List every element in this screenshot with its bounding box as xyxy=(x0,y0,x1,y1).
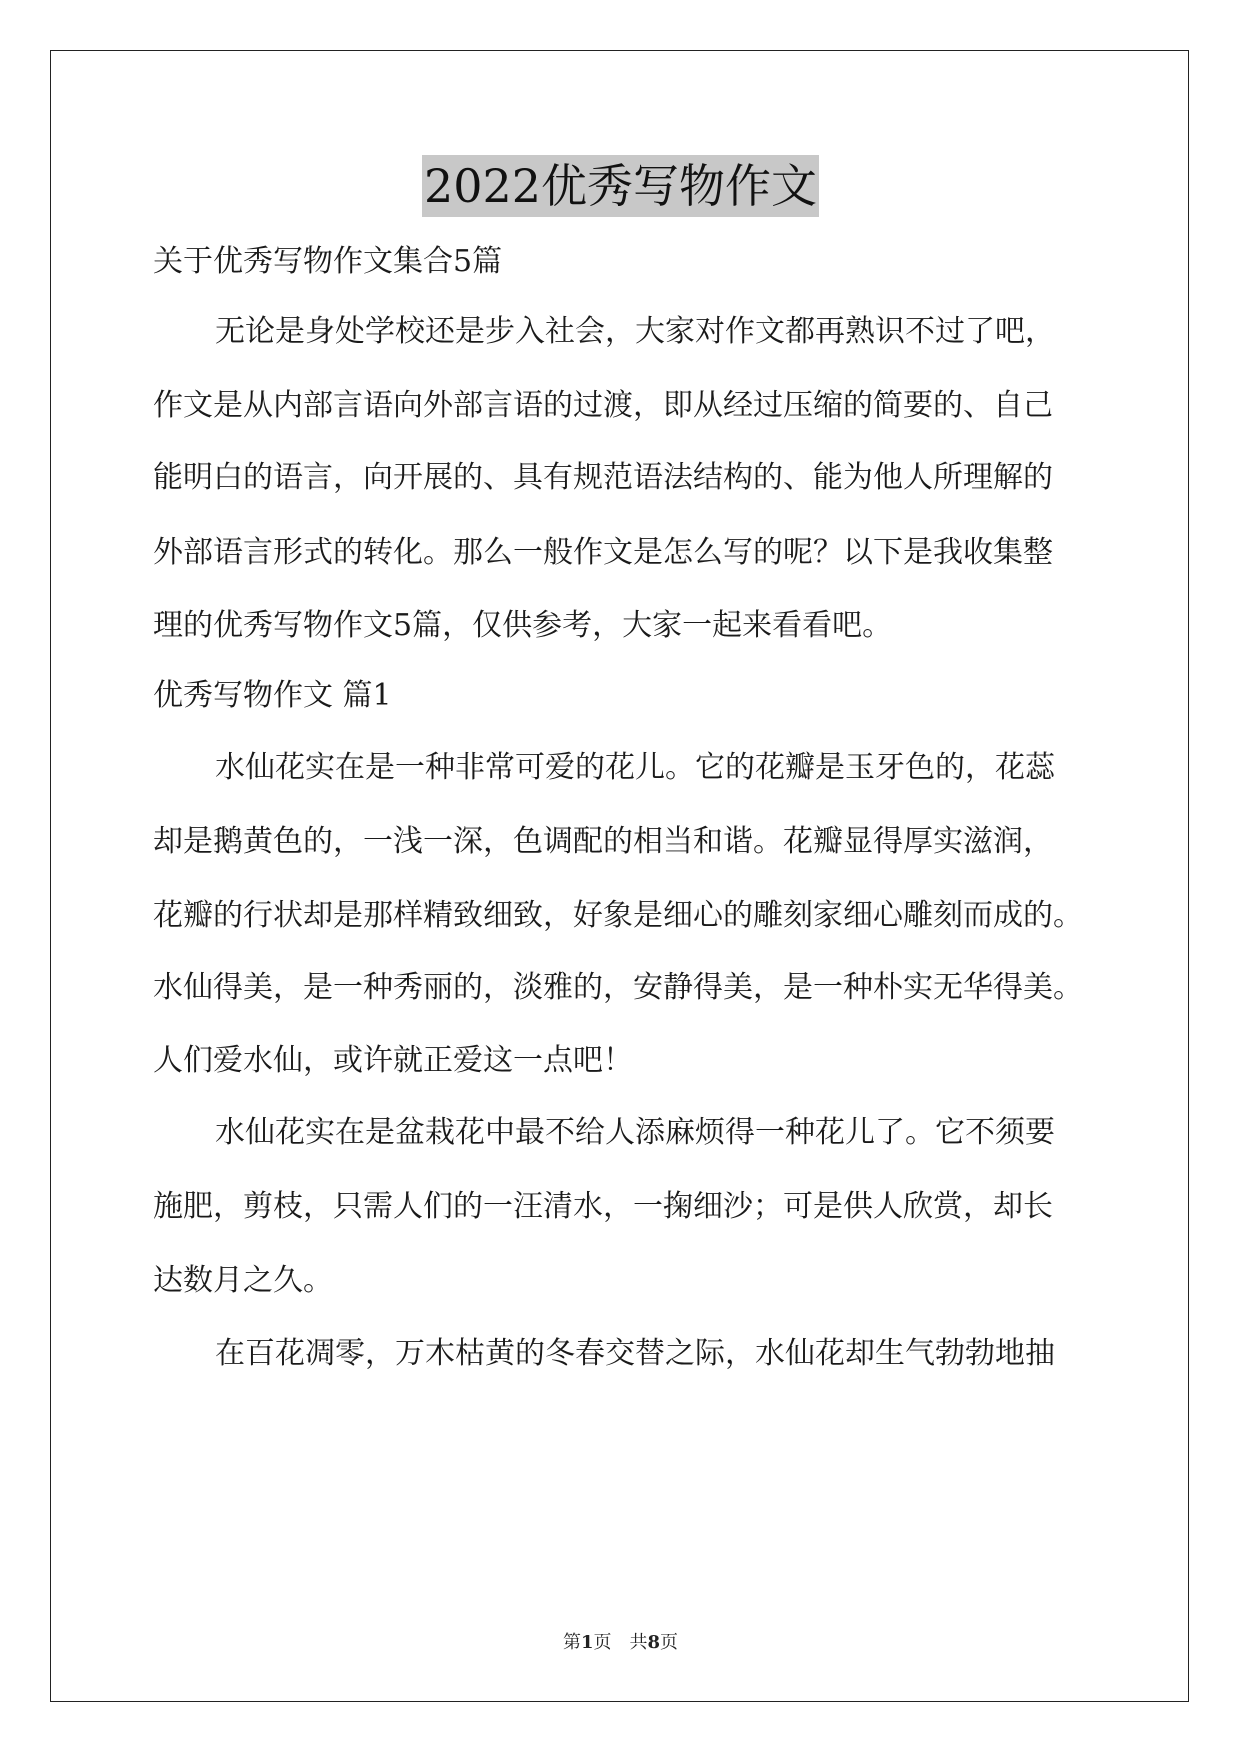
footer-page-suffix: 页 xyxy=(660,1632,679,1653)
footer-page-current: 1 xyxy=(580,1632,594,1653)
intro-line-1: 无论是身处学校还是步入社会，大家对作文都再熟识不过了吧， xyxy=(215,314,1055,349)
intro-line-5: 理的优秀写物作文5篇，仅供参考，大家一起来看看吧。 xyxy=(153,608,893,643)
page-footer xyxy=(0,1628,1241,1654)
para3-line-1: 在百花凋零，万木枯黄的冬春交替之际，水仙花却生气勃勃地抽 xyxy=(215,1336,1055,1371)
section-heading: 优秀写物作文 篇1 xyxy=(153,678,392,713)
intro-line-3: 能明白的语言，向开展的、具有规范语法结构的、能为他人所理解的 xyxy=(153,460,1053,495)
footer-page-mid: 页 共 xyxy=(593,1632,648,1653)
footer-page-prefix: 第 xyxy=(562,1632,581,1653)
para1-line-4: 水仙得美，是一种秀丽的，淡雅的，安静得美，是一种朴实无华得美。 xyxy=(153,970,1083,1005)
para1-line-2: 却是鹅黄色的，一浅一深，色调配的相当和谐。花瓣显得厚实滋润， xyxy=(153,824,1053,859)
intro-line-2: 作文是从内部言语向外部言语的过渡，即从经过压缩的简要的、自己 xyxy=(153,388,1053,423)
page-border xyxy=(50,50,1189,1702)
document-title: 2022优秀写物作文 xyxy=(422,155,819,217)
para1-line-5: 人们爱水仙，或许就正爱这一点吧！ xyxy=(153,1043,633,1078)
intro-line-4: 外部语言形式的转化。那么一般作文是怎么写的呢？以下是我收集整 xyxy=(153,535,1053,570)
document-subtitle: 关于优秀写物作文集合5篇 xyxy=(153,244,503,279)
para2-line-1: 水仙花实在是盆栽花中最不给人添麻烦得一种花儿了。它不须要 xyxy=(215,1115,1055,1150)
para1-line-1: 水仙花实在是一种非常可爱的花儿。它的花瓣是玉牙色的，花蕊 xyxy=(215,750,1055,785)
para2-line-2: 施肥，剪枝，只需人们的一汪清水，一掬细沙；可是供人欣赏，却长 xyxy=(153,1189,1053,1224)
title-container xyxy=(0,155,1241,217)
para1-line-3: 花瓣的行状却是那样精致细致，好象是细心的雕刻家细心雕刻而成的。 xyxy=(153,898,1083,933)
footer-page-total: 8 xyxy=(647,1632,661,1653)
para2-line-3: 达数月之久。 xyxy=(153,1263,333,1298)
